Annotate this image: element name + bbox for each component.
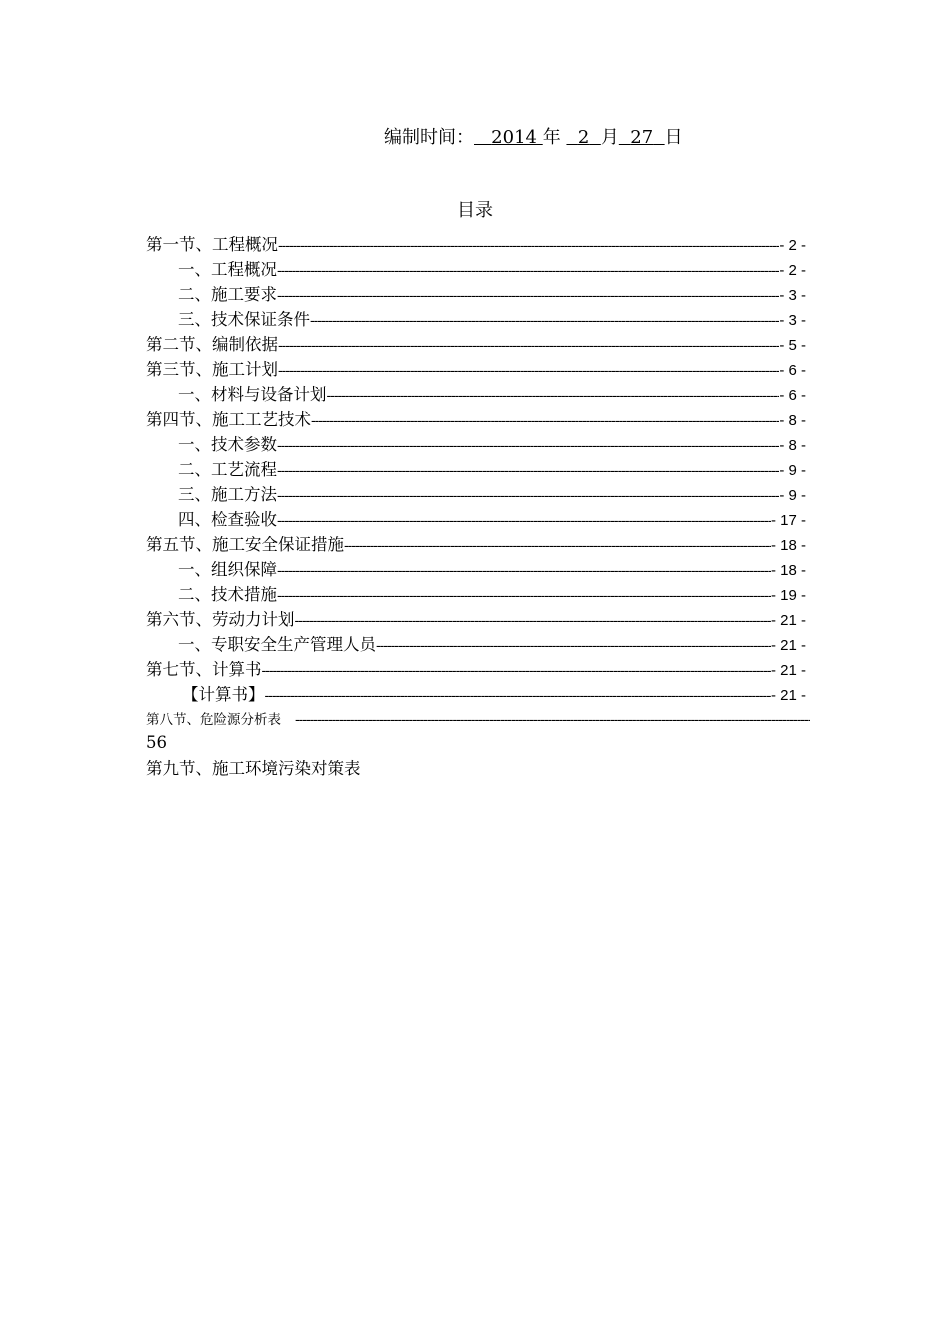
toc-leader	[310, 309, 779, 331]
toc-entry-section-9[interactable]: 第九节、施工环境污染对策表	[146, 759, 361, 778]
date-month: 2	[577, 127, 590, 148]
date-day-unit: 日	[664, 127, 683, 148]
toc-entry-section-6[interactable]: 第六节、劳动力计划 ----- - 21 -	[146, 609, 806, 634]
toc-leader	[277, 434, 779, 456]
toc-leader	[277, 259, 779, 281]
date-month-unit: 月	[600, 127, 619, 148]
toc-leader	[265, 684, 771, 706]
toc-leader	[311, 409, 779, 431]
date-day: 27	[630, 127, 654, 148]
toc-leader	[278, 234, 779, 256]
toc-entry[interactable]: 一、材料与设备计划 ----- - 6 -	[146, 384, 806, 409]
toc-leader	[295, 609, 771, 631]
compile-date	[384, 125, 683, 151]
toc-leader	[277, 559, 771, 581]
toc-leader	[376, 634, 771, 656]
toc-leader	[277, 459, 779, 481]
toc-entry[interactable]: 一、组织保障 ----- - 18 -	[146, 559, 806, 584]
toc-entry-section-4[interactable]: 第四节、施工工艺技术 ----- - 8 -	[146, 409, 806, 434]
toc-entry-section-7[interactable]: 第七节、计算书 ----- - 21 -	[146, 659, 806, 684]
toc-entry-section-2[interactable]: 第二节、编制依据 ----- - 5 -	[146, 334, 806, 359]
toc-leader	[278, 334, 779, 356]
toc-entry[interactable]: 一、专职安全生产管理人员 ----- - 21 -	[146, 634, 806, 659]
toc-leader	[277, 509, 771, 531]
toc-entry-section-8[interactable]: 第八节、危险源分析表 -----	[146, 709, 810, 730]
toc-entry-section-1[interactable]: 第一节、工程概况 ----- - 2 -	[146, 234, 806, 259]
toc-leader	[278, 359, 779, 381]
date-label: 编制时间：	[384, 127, 474, 148]
toc-entry-section-5[interactable]: 第五节、施工安全保证措施 ----- - 18 -	[146, 534, 806, 559]
toc-entry[interactable]: 二、工艺流程 ----- - 9 -	[146, 459, 806, 484]
toc-title: 目录	[457, 200, 493, 221]
toc-leader	[327, 384, 780, 406]
date-year-unit: 年	[542, 127, 561, 148]
toc-leader	[277, 284, 779, 306]
toc-leader	[277, 484, 779, 506]
toc-entry[interactable]: 四、检查验收 ----- - 17 -	[146, 509, 806, 534]
toc-entry[interactable]: 【计算书】 ----- - 21 -	[146, 684, 806, 709]
toc-leader	[262, 659, 771, 681]
toc-entry[interactable]: 三、技术保证条件 ----- - 3 -	[146, 309, 806, 334]
toc-entry[interactable]: 二、施工要求 ----- - 3 -	[146, 284, 806, 309]
date-year: 2014	[491, 127, 537, 148]
toc-leader	[277, 584, 771, 606]
toc-entry-section-8-page: 56	[146, 733, 167, 752]
toc-entry[interactable]: 三、施工方法 ----- - 9 -	[146, 484, 806, 509]
toc-leader	[295, 709, 810, 729]
toc-entry-section-3[interactable]: 第三节、施工计划 ----- - 6 -	[146, 359, 806, 384]
toc-leader	[344, 534, 771, 556]
toc-entry[interactable]: 二、技术措施 ----- - 19 -	[146, 584, 806, 609]
toc-entry[interactable]: 一、技术参数 ----- - 8 -	[146, 434, 806, 459]
table-of-contents	[146, 234, 806, 709]
toc-entry[interactable]: 一、工程概况 ----- - 2 -	[146, 259, 806, 284]
